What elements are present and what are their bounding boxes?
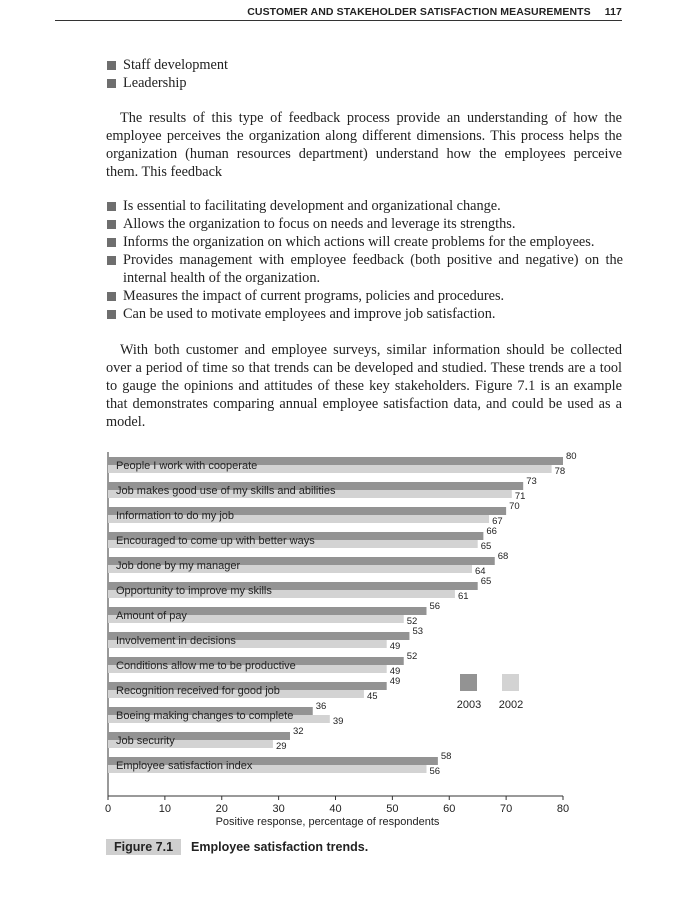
value-label-2002: 67 bbox=[492, 516, 503, 527]
value-label-2002: 65 bbox=[480, 541, 492, 552]
list-item: Allows the organization to focus on needs and leverage its strengths. bbox=[107, 215, 623, 233]
value-label-2002: 45 bbox=[366, 691, 378, 702]
x-tick-label: 50 bbox=[386, 803, 399, 815]
category-label: Boeing making changes to complete bbox=[116, 710, 294, 722]
x-tick-label: 10 bbox=[158, 803, 171, 815]
x-tick-label: 80 bbox=[556, 803, 570, 815]
legend-swatch-2002 bbox=[502, 674, 519, 691]
category-label: Job makes good use of my skills and abilities bbox=[116, 485, 336, 497]
x-tick-label: 0 bbox=[104, 803, 112, 815]
value-label-2003: 80 bbox=[566, 451, 577, 462]
list-item: Staff development bbox=[107, 56, 623, 74]
figure-caption bbox=[106, 839, 368, 855]
x-tick-label: 70 bbox=[500, 803, 513, 815]
bullet-square-icon bbox=[107, 61, 116, 70]
category-label: Job done by my manager bbox=[116, 560, 241, 572]
bullet-square-icon bbox=[107, 292, 116, 301]
bullet-square-icon bbox=[107, 238, 116, 247]
legend-swatch-2003 bbox=[460, 674, 477, 691]
legend-label-2002: 2002 bbox=[498, 699, 524, 711]
running-header bbox=[55, 6, 622, 21]
category-label: Involvement in decisions bbox=[116, 635, 236, 647]
value-label-2003: 36 bbox=[315, 701, 327, 712]
x-tick-label: 20 bbox=[215, 803, 228, 815]
category-label: Recognition received for good job bbox=[116, 685, 280, 697]
running-title: CUSTOMER AND STAKEHOLDER SATISFACTION MEASUREMENTS bbox=[247, 6, 591, 18]
value-label-2003: 65 bbox=[480, 576, 492, 587]
value-label-2002: 52 bbox=[406, 616, 418, 627]
x-axis-label: Positive response, percentage of respondents bbox=[215, 816, 440, 828]
list-item: Can be used to motivate employees and improve job satisfaction. bbox=[107, 305, 623, 323]
category-label: Information to do my job bbox=[116, 510, 235, 522]
category-label: Employee satisfaction index bbox=[116, 760, 253, 772]
value-label-2003: 58 bbox=[440, 751, 452, 762]
value-label-2002: 61 bbox=[457, 591, 469, 602]
figure-label: Figure 7.1 bbox=[106, 839, 181, 855]
value-label-2003: 52 bbox=[406, 651, 418, 662]
list-item: Informs the organization on which actions will create problems for the employees. bbox=[107, 233, 623, 251]
value-label-2002: 29 bbox=[275, 741, 287, 752]
bullet-list-1 bbox=[107, 56, 623, 92]
satisfaction-bar-chart bbox=[0, 440, 695, 835]
x-tick-label: 30 bbox=[272, 803, 285, 815]
page-number: 117 bbox=[604, 6, 622, 18]
value-label-2002: 39 bbox=[332, 716, 344, 727]
value-label-2002: 71 bbox=[514, 491, 526, 502]
paragraph-1: The results of this type of feedback process provide an understanding of how the employee perceives the organization along different dimensions. This process helps the organization (human resources department) understand how the employees perceive them. This feedback bbox=[106, 110, 622, 180]
value-label-2002: 49 bbox=[389, 666, 401, 677]
bullet-square-icon bbox=[107, 220, 116, 229]
category-label: Conditions allow me to be productive bbox=[116, 660, 296, 672]
x-tick-label: 40 bbox=[329, 803, 342, 815]
value-label-2003: 32 bbox=[293, 726, 304, 737]
value-label-2003: 73 bbox=[526, 476, 537, 487]
bullet-square-icon bbox=[107, 310, 116, 319]
bullet-square-icon bbox=[107, 202, 116, 211]
list-item: Is essential to facilitating development and organizational change. bbox=[107, 197, 623, 215]
list-item: Provides management with employee feedback (both positive and negative) on the internal health of the organization. bbox=[107, 251, 623, 287]
value-label-2003: 49 bbox=[389, 676, 401, 687]
value-label-2002: 49 bbox=[389, 641, 401, 652]
category-label: Amount of pay bbox=[116, 610, 187, 622]
value-label-2002: 56 bbox=[429, 766, 441, 777]
category-label: Encouraged to come up with better ways bbox=[116, 535, 315, 547]
bullet-square-icon bbox=[107, 79, 116, 88]
value-label-2002: 78 bbox=[554, 466, 566, 477]
list-item: Measures the impact of current programs, policies and procedures. bbox=[107, 287, 623, 305]
legend-label-2003: 2003 bbox=[456, 699, 482, 711]
x-tick-label: 60 bbox=[443, 803, 456, 815]
value-label-2003: 66 bbox=[486, 526, 497, 537]
bullet-list-2 bbox=[107, 197, 623, 323]
value-label-2003: 53 bbox=[412, 626, 424, 637]
bullet-square-icon bbox=[107, 256, 116, 265]
value-label-2003: 70 bbox=[509, 501, 520, 512]
category-label: Opportunity to improve my skills bbox=[116, 585, 272, 597]
paragraph-2: With both customer and employee surveys, similar information should be collected over a period of time so that trends can be developed and studied. These trends are a tool to gauge the opinions and attitudes of these key stakeholders. Figure 7.1 is an example that demonstrates comparing annual employee satisfaction data, and could be used as a model. bbox=[106, 342, 622, 430]
value-label-2002: 64 bbox=[475, 566, 486, 577]
category-label: People I work with cooperate bbox=[116, 460, 258, 472]
value-label-2003: 56 bbox=[429, 601, 441, 612]
value-label-2003: 68 bbox=[497, 551, 509, 562]
figure-title: Employee satisfaction trends. bbox=[191, 840, 369, 854]
list-item: Leadership bbox=[107, 74, 623, 92]
category-label: Job security bbox=[116, 735, 175, 747]
